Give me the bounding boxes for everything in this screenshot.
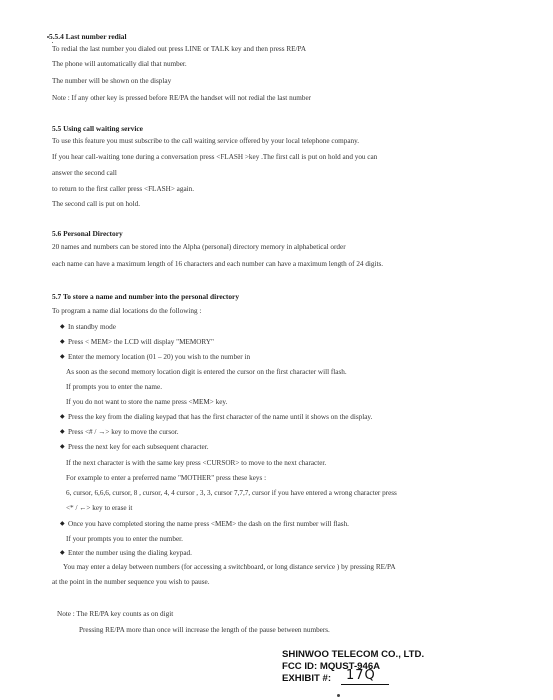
text-line: The phone will automatically dial that number. [52, 60, 187, 68]
text-line: answer the second call [52, 169, 117, 177]
exhibit-label: EXHIBIT #: [282, 673, 332, 684]
bullet-text: Enter the number using the dialing keypad. [68, 549, 192, 557]
bullet-text: In standby mode [68, 323, 116, 331]
sub-text: <* / ←> key to erase it [66, 504, 133, 512]
text-line: To use this feature you must subscribe to the call waiting service offered by your local telephone company. [52, 137, 360, 145]
sub-text: 6, cursor, 6,6,6, cursor, 8 , cursor, 4, 4 cursor , 3, 3, cursor 7,7,7, cursor if you have entered a wrong character press [66, 489, 397, 497]
text-line: The number will be shown on the display [52, 77, 172, 85]
note-line: Pressing RE/PA more than once will increase the length of the pause between numbers. [79, 626, 330, 634]
text-line: at the point in the number sequence you wish to pause. [52, 578, 210, 586]
sub-text: If prompts you to enter the name. [66, 383, 163, 391]
scan-speck [52, 42, 53, 43]
sub-text: As soon as the second memory location digit is entered the cursor on the first character will flash. [66, 368, 347, 376]
bullet-icon: ◆ [60, 521, 65, 527]
text-line: If you hear call-waiting tone during a conversation press <FLASH >key .The first call is put on hold and you can [52, 153, 378, 161]
bullet-icon: ◆ [60, 429, 65, 435]
bullet-icon: ◆ [60, 354, 65, 360]
bullet-text: Once you have completed storing the name press <MEM> the dash on the first number will flash. [68, 520, 349, 528]
text-line: The second call is put on hold. [52, 200, 141, 208]
text-line: Note : If any other key is pressed before RE/PA the handset will not redial the last number [52, 94, 312, 102]
text-line: To program a name dial locations do the following : [52, 307, 202, 315]
bullet-icon: ◆ [60, 414, 65, 420]
bullet-text: Enter the memory location (01 – 20) you wish to the number in [68, 353, 251, 361]
bullet-icon: ◆ [60, 324, 65, 330]
sub-text: If your prompts you to enter the number. [66, 535, 183, 543]
sub-text: If the next character is with the same key press <CURSOR> to move to the next character. [66, 459, 327, 467]
section-heading-personal-directory: 5.6 Personal Directory [52, 229, 123, 238]
bullet-text: Press the key from the dialing keypad that has the first character of the name until it shows on the display. [68, 413, 373, 421]
sub-text: If you do not want to store the name press <MEM> key. [66, 398, 228, 406]
bullet-icon: ◆ [60, 550, 65, 556]
bullet-text: Press the next key for each subsequent character. [68, 443, 209, 451]
text-line: to return to the first caller press <FLASH> again. [52, 185, 195, 193]
note-line: Note : The RE/PA key counts as on digit [57, 610, 174, 618]
fcc-id: FCC ID: MQUST-946A [282, 661, 381, 672]
text-line: To redial the last number you dialed out press LINE or TALK key and then press RE/PA [52, 45, 307, 53]
section-heading-last-redial: 5.5.4 Last number redial [49, 32, 127, 41]
text-line: each name can have a maximum length of 16 characters and each number can have a maximum length of 24 digits. [52, 260, 384, 268]
bullet-text: Press < MEM> the LCD will display "MEMORY" [68, 338, 214, 346]
section-heading-store-name: 5.7 To store a name and number into the personal directory [52, 292, 240, 301]
sub-text: For example to enter a preferred name "MOTHER" press these keys : [66, 474, 267, 482]
text-line: You may enter a delay between numbers (for accessing a switchboard, or long distance service ) by pressing RE/PA [63, 563, 396, 571]
bullet-text: Press <# / →> key to move the cursor. [68, 428, 179, 436]
exhibit-number: 17Q [346, 668, 376, 683]
bullet-icon: ◆ [60, 339, 65, 345]
bullet-icon: ◆ [60, 444, 65, 450]
exhibit-underline [341, 684, 389, 685]
section-heading-call-waiting: 5.5 Using call waiting service [52, 124, 143, 133]
company-name: SHINWOO TELECOM CO., LTD. [282, 649, 425, 660]
text-line: 20 names and numbers can be stored into the Alpha (personal) directory memory in alphabetical order [52, 243, 346, 251]
scan-speck [337, 694, 340, 697]
